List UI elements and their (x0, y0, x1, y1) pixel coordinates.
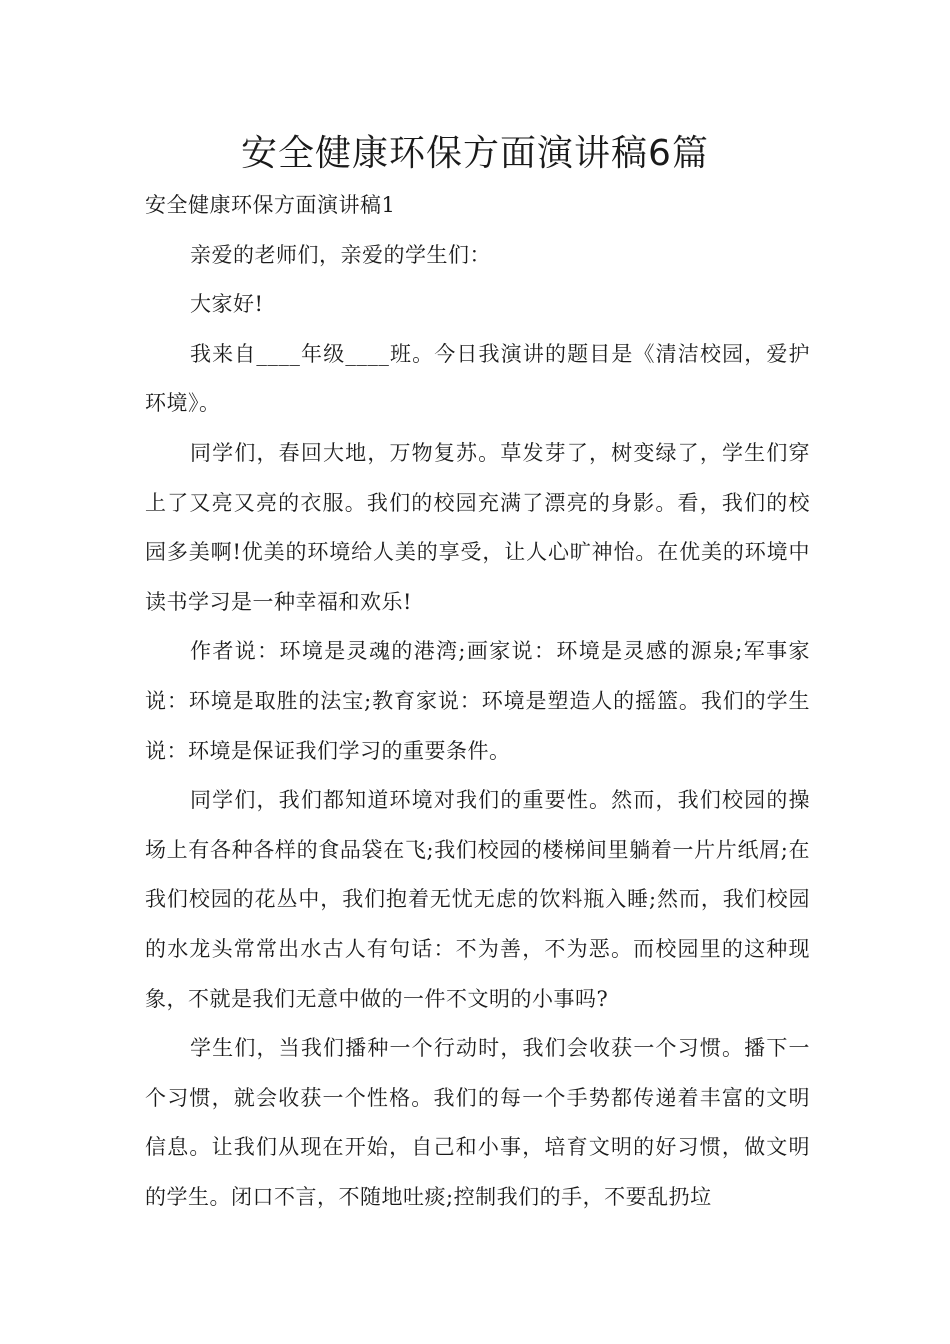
paragraph-introduction: 我来自____年级____班。今日我演讲的题目是《清洁校园，爱护环境》。 (145, 341, 810, 416)
paragraph-problems: 同学们，我们都知道环境对我们的重要性。然而，我们校园的操场上有各种各样的食品袋在飞;我们校园的楼梯间里躺着一片片纸屑;在我们校园的花丛中，我们抱着无忧无虑的饮料瓶入睡;然而，我们校园的水龙头常常出水古人有句话：不为善，不为恶。而校园里的这种现象，不就是我们无意中做的一件不文明的小事吗? (145, 788, 810, 1011)
paragraph-habits: 学生们，当我们播种一个行动时，我们会收获一个习惯。播下一个习惯，就会收获一个性格。我们的每一个手势都传递着丰富的文明信息。让我们从现在开始，自己和小事，培育文明的好习惯，做文明的学生。闭口不言，不随地吐痰;控制我们的手，不要乱扔垃 (145, 1036, 810, 1209)
paragraph-greeting: 亲爱的老师们，亲爱的学生们： (190, 242, 491, 267)
paragraph-hello: 大家好! (190, 292, 264, 317)
section-heading: 安全健康环保方面演讲稿1 (145, 193, 396, 217)
document-title: 安全健康环保方面演讲稿6篇 (241, 133, 709, 174)
paragraph-quotes: 作者说：环境是灵魂的港湾;画家说：环境是灵感的源泉;军事家说：环境是取胜的法宝;教育家说：环境是塑造人的摇篮。我们的学生说：环境是保证我们学习的重要条件。 (145, 639, 810, 763)
paragraph-spring-campus: 同学们，春回大地，万物复苏。草发芽了，树变绿了，学生们穿上了又亮又亮的衣服。我们的校园充满了漂亮的身影。看，我们的校园多美啊!优美的环境给人美的享受，让人心旷神怡。在优美的环境中读书学习是一种幸福和欢乐! (145, 440, 810, 614)
document-body (145, 181, 810, 1222)
